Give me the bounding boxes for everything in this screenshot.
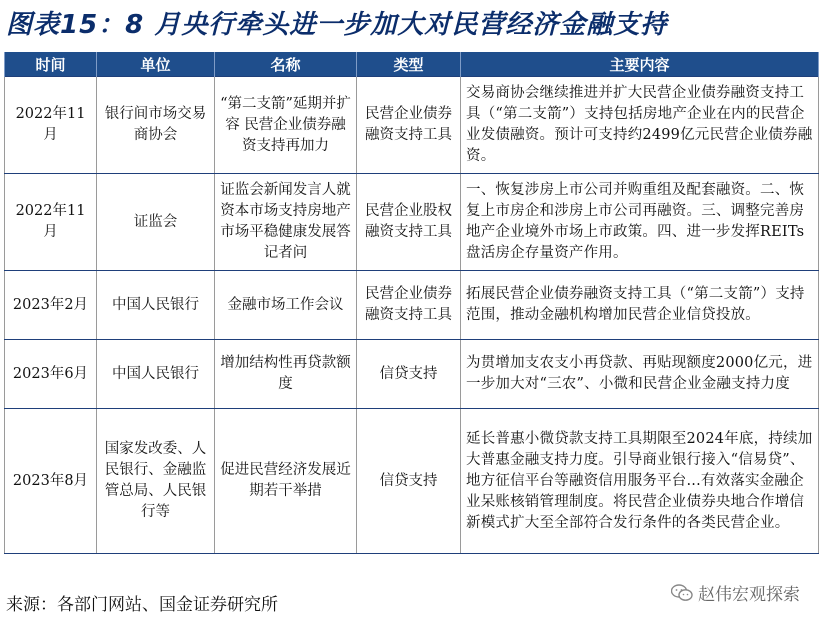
cell-time: 2023年6月	[5, 340, 97, 409]
watermark	[667, 578, 804, 607]
table-header-row	[5, 52, 819, 77]
cell-content: 为贯增加支农支小再贷款、再贴现额度2000亿元，进一步加大对“三农”、小微和民营企业金融支持力度	[461, 340, 819, 409]
table-row	[5, 174, 819, 271]
cell-type: 民营企业股权融资支持工具	[357, 174, 461, 271]
cell-content: 一、恢复涉房上市公司并购重组及配套融资。二、恢复上市房企和涉房上市公司再融资。三、调整完善房地产企业境外市场上市政策。四、进一步发挥REITs盘活房企存量资产作用。	[461, 174, 819, 271]
header-time: 时间	[5, 52, 97, 77]
header-content: 主要内容	[461, 52, 819, 77]
cell-unit: 中国人民银行	[97, 271, 215, 340]
cell-time: 2023年2月	[5, 271, 97, 340]
cell-type: 信贷支持	[357, 409, 461, 554]
page-title: 图表15：8 月央行牵头进一步加大对民营经济金融支持	[6, 10, 668, 40]
header-type: 类型	[357, 52, 461, 77]
cell-unit: 银行间市场交易商协会	[97, 77, 215, 174]
cell-type: 民营企业债券融资支持工具	[357, 77, 461, 174]
cell-name: 促进民营经济发展近期若干举措	[215, 409, 357, 554]
policy-table	[4, 52, 819, 554]
header-name: 名称	[215, 52, 357, 77]
cell-unit: 中国人民银行	[97, 340, 215, 409]
cell-content: 交易商协会继续推进并扩大民营企业债券融资支持工具（“第二支箭”）支持包括房地产企业在内的民营企业发债融资。预计可支持约2499亿元民营企业债券融资。	[461, 77, 819, 174]
cell-time: 2022年11月	[5, 77, 97, 174]
table-row	[5, 340, 819, 409]
cell-name: 金融市场工作会议	[215, 271, 357, 340]
cell-time: 2022年11月	[5, 174, 97, 271]
cell-type: 信贷支持	[357, 340, 461, 409]
cell-unit: 国家发改委、人民银行、金融监管总局、人民银行等	[97, 409, 215, 554]
cell-name: 证监会新闻发言人就资本市场支持房地产市场平稳健康发展答记者问	[215, 174, 357, 271]
cell-unit: 证监会	[97, 174, 215, 271]
watermark-text: 赵伟宏观探索	[698, 585, 800, 605]
cell-content: 拓展民营企业债券融资支持工具（“第二支箭”）支持范围，推动金融机构增加民营企业信贷投放。	[461, 271, 819, 340]
cell-type: 民营企业债券融资支持工具	[357, 271, 461, 340]
cell-time: 2023年8月	[5, 409, 97, 554]
table-row	[5, 409, 819, 554]
table-row	[5, 77, 819, 174]
header-unit: 单位	[97, 52, 215, 77]
cell-name: “第二支箭”延期并扩容 民营企业债券融资支持再加力	[215, 77, 357, 174]
wechat-icon	[671, 584, 693, 602]
cell-content: 延长普惠小微贷款支持工具期限至2024年底，持续加大普惠金融支持力度。引导商业银行接入“信易贷”、地方征信平台等融资信用服务平台...有效落实金融企业呆账核销管理制度。将民营企业债券央地合作增信新模式扩大至全部符合发行条件的各类民营企业。	[461, 409, 819, 554]
source-note: 来源：各部门网站、国金证券研究所	[6, 595, 278, 615]
table-row	[5, 271, 819, 340]
cell-name: 增加结构性再贷款额度	[215, 340, 357, 409]
